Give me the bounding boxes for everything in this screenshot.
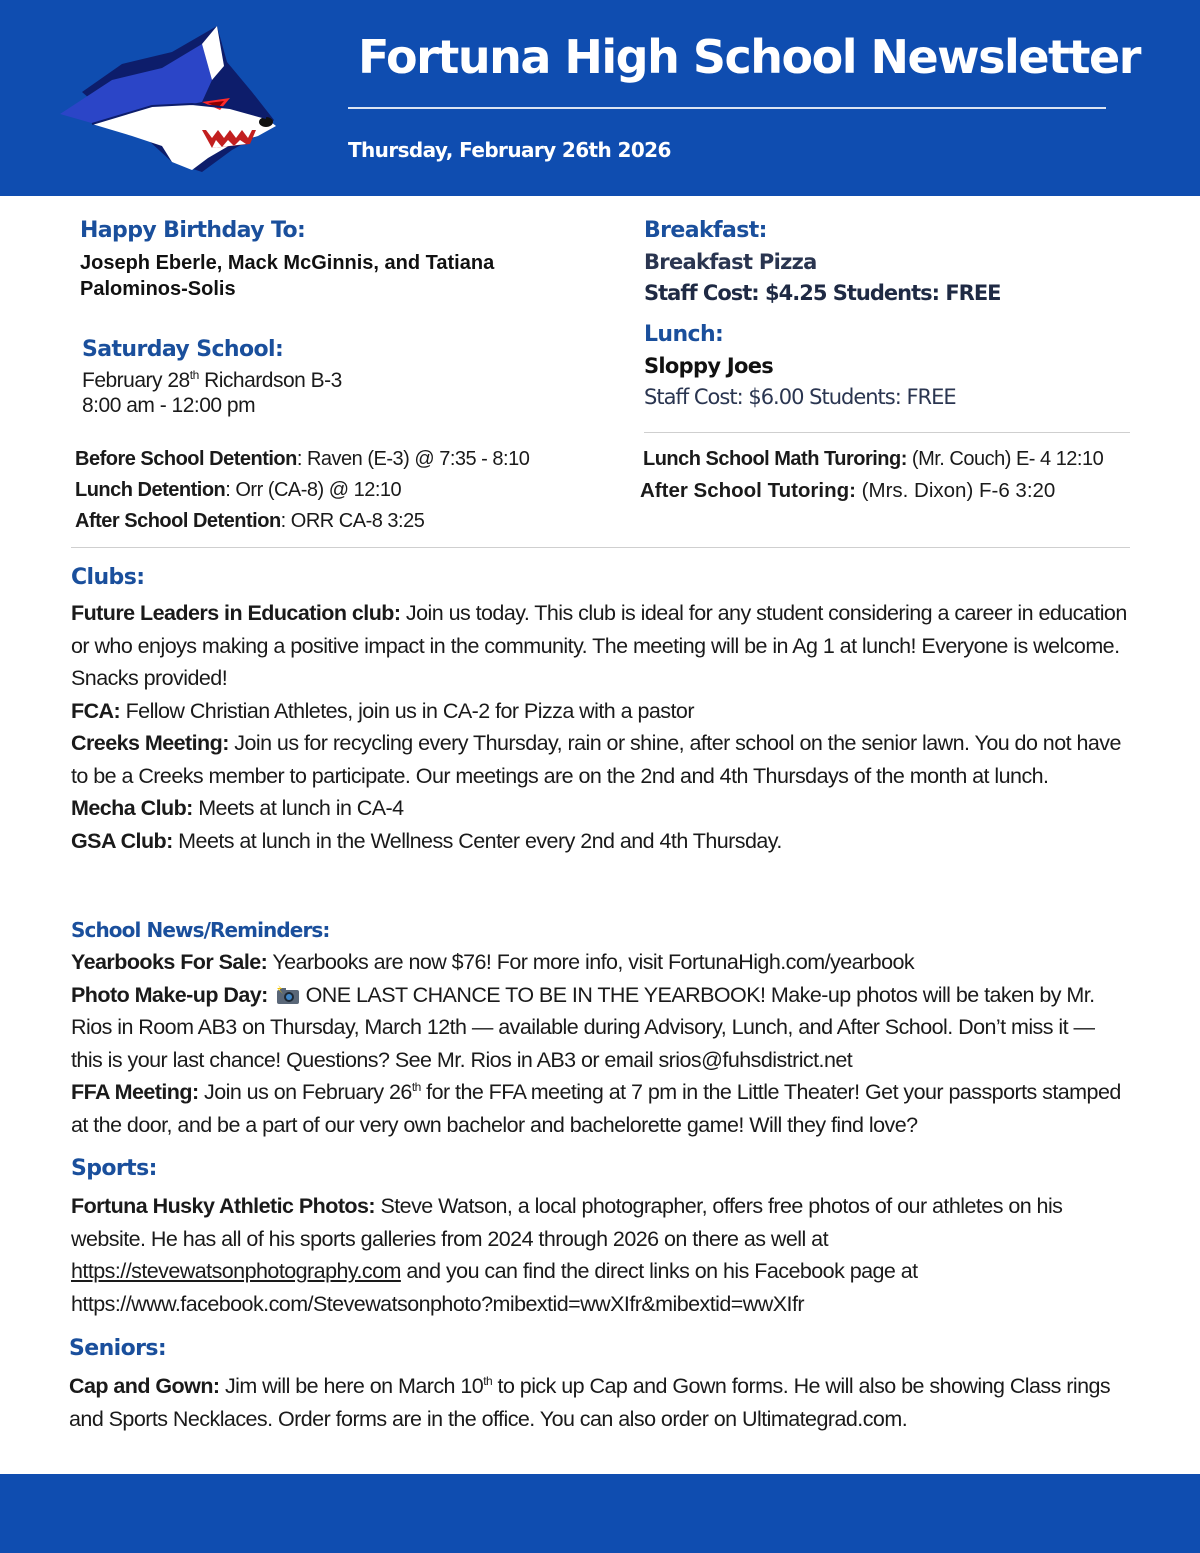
clubs-heading: Clubs:	[71, 565, 145, 590]
birthday-heading: Happy Birthday To:	[80, 218, 306, 243]
saturday-school-date: February 28th Richardson B-3	[82, 368, 342, 392]
news-photo-makeup: Photo Make-up Day: ONE LAST CHANCE TO BE IN THE YEARBOOK! Make-up photos will be taken by Mr. Rios in Room AB3 on Thursday, March 12th — available during Advisory, Lunch, and After School. Don’t miss it — this is your last chance! Questions? See Mr. Rios in AB3 or email srios@fuhsdistrict.net	[71, 982, 1095, 1072]
club-creeks: Creeks Meeting: Join us for recycling every Thursday, rain or shine, after school on the senior lawn. You do not have to be a Creeks member to participate. Our meetings are on the 2nd and 4th Thursdays of the month at lunch.	[71, 731, 1121, 788]
news-yearbook: Yearbooks For Sale: Yearbooks are now $76! For more info, visit FortunaHigh.com/yearbook	[71, 950, 915, 974]
menu-divider	[644, 432, 1130, 433]
news-list	[71, 946, 1131, 1141]
clubs-list	[71, 597, 1131, 857]
club-gsa: GSA Club: Meets at lunch in the Wellness Center every 2nd and 4th Thursday.	[71, 828, 782, 853]
lunch-heading: Lunch:	[644, 322, 724, 347]
seniors-heading: Seniors:	[69, 1336, 167, 1361]
breakfast-heading: Breakfast:	[644, 218, 767, 243]
sports-athletic-photos: Fortuna Husky Athletic Photos: Steve Watson, a local photographer, offers free photos of our athletes on his website. He has all of his sports galleries from 2024 through 2026 on there as well at https://stevewatsonphotography.com and you can find the direct links on his Facebook page at https://www.facebook.com/Stevewatsonphoto?mibextid=wwXIfr&mibextid=wwXIfr	[71, 1194, 1063, 1316]
club-fle: Future Leaders in Education club: Join us today. This club is ideal for any student considering a career in education or who enjoys making a positive impact in the community. The meeting will be in Ag 1 at lunch! Everyone is welcome. Snacks provided!	[71, 601, 1127, 690]
seniors-cap-and-gown: Cap and Gown: Jim will be here on March 10th to pick up Cap and Gown forms. He will also be showing Class rings and Sports Necklaces. Order forms are in the office. You can also order on Ultimategrad.com.	[69, 1373, 1111, 1431]
saturday-school-heading: Saturday School:	[82, 337, 284, 362]
before-school-detention: Before School Detention: Raven (E-3) @ 7:35 - 8:10	[75, 448, 530, 470]
sports-heading: Sports:	[71, 1156, 157, 1181]
club-mecha: Mecha Club: Meets at lunch in CA-4	[71, 796, 404, 820]
after-school-detention: After School Detention: ORR CA-8 3:25	[75, 510, 425, 532]
husky-mascot-icon	[52, 22, 282, 174]
lunch-math-tutoring: Lunch School Math Turoring: (Mr. Couch) E- 4 12:10	[643, 448, 1104, 470]
news-ffa: FFA Meeting: Join us on February 26th for the FFA meeting at 7 pm in the Little Theater! Get your passports stamped at the door, and be a part of our very own bachelor and bachelorette game! Will they find love?	[71, 1079, 1121, 1137]
saturday-school-time: 8:00 am - 12:00 pm	[82, 394, 256, 417]
section-divider	[71, 547, 1130, 548]
footer-banner	[0, 1474, 1200, 1553]
breakfast-cost: Staff Cost: $4.25 Students: FREE	[644, 281, 1001, 305]
lunch-detention: Lunch Detention: Orr (CA-8) @ 12:10	[75, 479, 402, 501]
header-banner	[0, 0, 1200, 196]
lunch-item: Sloppy Joes	[644, 354, 774, 378]
birthday-names-line2: Palominos-Solis	[80, 278, 236, 300]
club-fca: FCA: Fellow Christian Athletes, join us in CA-2 for Pizza with a pastor	[71, 698, 694, 723]
breakfast-item: Breakfast Pizza	[644, 250, 817, 274]
newsletter-date: Thursday, February 26th 2026	[348, 138, 671, 162]
news-heading: School News/Reminders:	[71, 918, 330, 942]
camera-flash-icon	[276, 985, 300, 1005]
photographer-link[interactable]: https://stevewatsonphotography.com	[71, 1259, 401, 1283]
lunch-cost: Staff Cost: $6.00 Students: FREE	[644, 385, 956, 409]
header-divider	[348, 107, 1106, 109]
after-school-tutoring: After School Tutoring: (Mrs. Dixon) F-6 3:20	[640, 479, 1056, 502]
newsletter-title: Fortuna High School Newsletter	[358, 30, 1140, 84]
birthday-names-line1: Joseph Eberle, Mack McGinnis, and Tatiana	[80, 252, 495, 274]
